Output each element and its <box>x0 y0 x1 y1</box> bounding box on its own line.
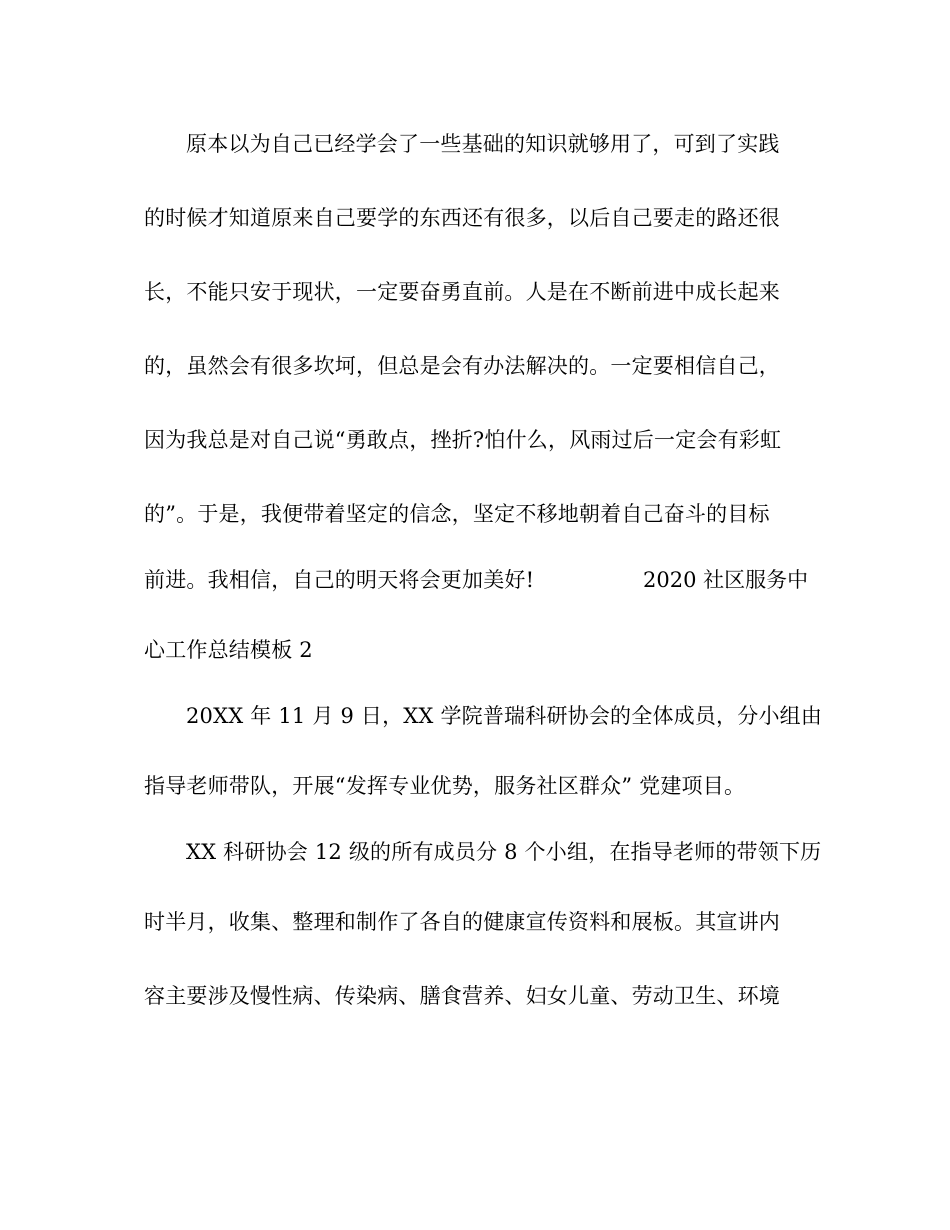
paragraph-1-line-4: 的，虽然会有很多坎坷，但总是会有办法解决的。一定要相信自己， <box>144 354 780 378</box>
paragraph-2-line-1: 20XX 年 11 月 9 日，XX 学院普瑞科研协会的全体成员，分小组由 <box>186 704 823 728</box>
paragraph-2-line-2: 指导老师带队，开展“发挥专业优势，服务社区群众” 党建项目。 <box>144 774 746 798</box>
paragraph-1-line-7: 前进。我相信，自己的明天将会更加美好! <box>144 568 535 592</box>
paragraph-1-line-3: 长，不能只安于现状，一定要奋勇直前。人是在不断前进中成长起来 <box>144 280 780 304</box>
paragraph-3-line-1: XX 科研协会 12 级的所有成员分 8 个小组，在指导老师的带领下历 <box>186 840 822 864</box>
paragraph-1-line-6: 的”。于是，我便带着坚定的信念，坚定不移地朝着自己奋斗的目标 <box>144 502 770 526</box>
section-title-part-1: 2020 社区服务中 <box>643 568 809 592</box>
paragraph-1-line-5: 因为我总是对自己说“勇敢点，挫折?怕什么，风雨过后一定会有彩虹 <box>144 428 782 452</box>
section-title-part-2: 心工作总结模板 2 <box>144 638 313 662</box>
paragraph-1-line-1: 原本以为自己已经学会了一些基础的知识就够用了，可到了实践 <box>186 132 780 156</box>
paragraph-3-line-3: 容主要涉及慢性病、传染病、膳食营养、妇女儿童、劳动卫生、环境 <box>144 984 780 1008</box>
paragraph-1-line-2: 的时候才知道原来自己要学的东西还有很多，以后自己要走的路还很 <box>144 206 780 230</box>
paragraph-3-line-2: 时半月，收集、整理和制作了各自的健康宣传资料和展板。其宣讲内 <box>144 910 780 934</box>
